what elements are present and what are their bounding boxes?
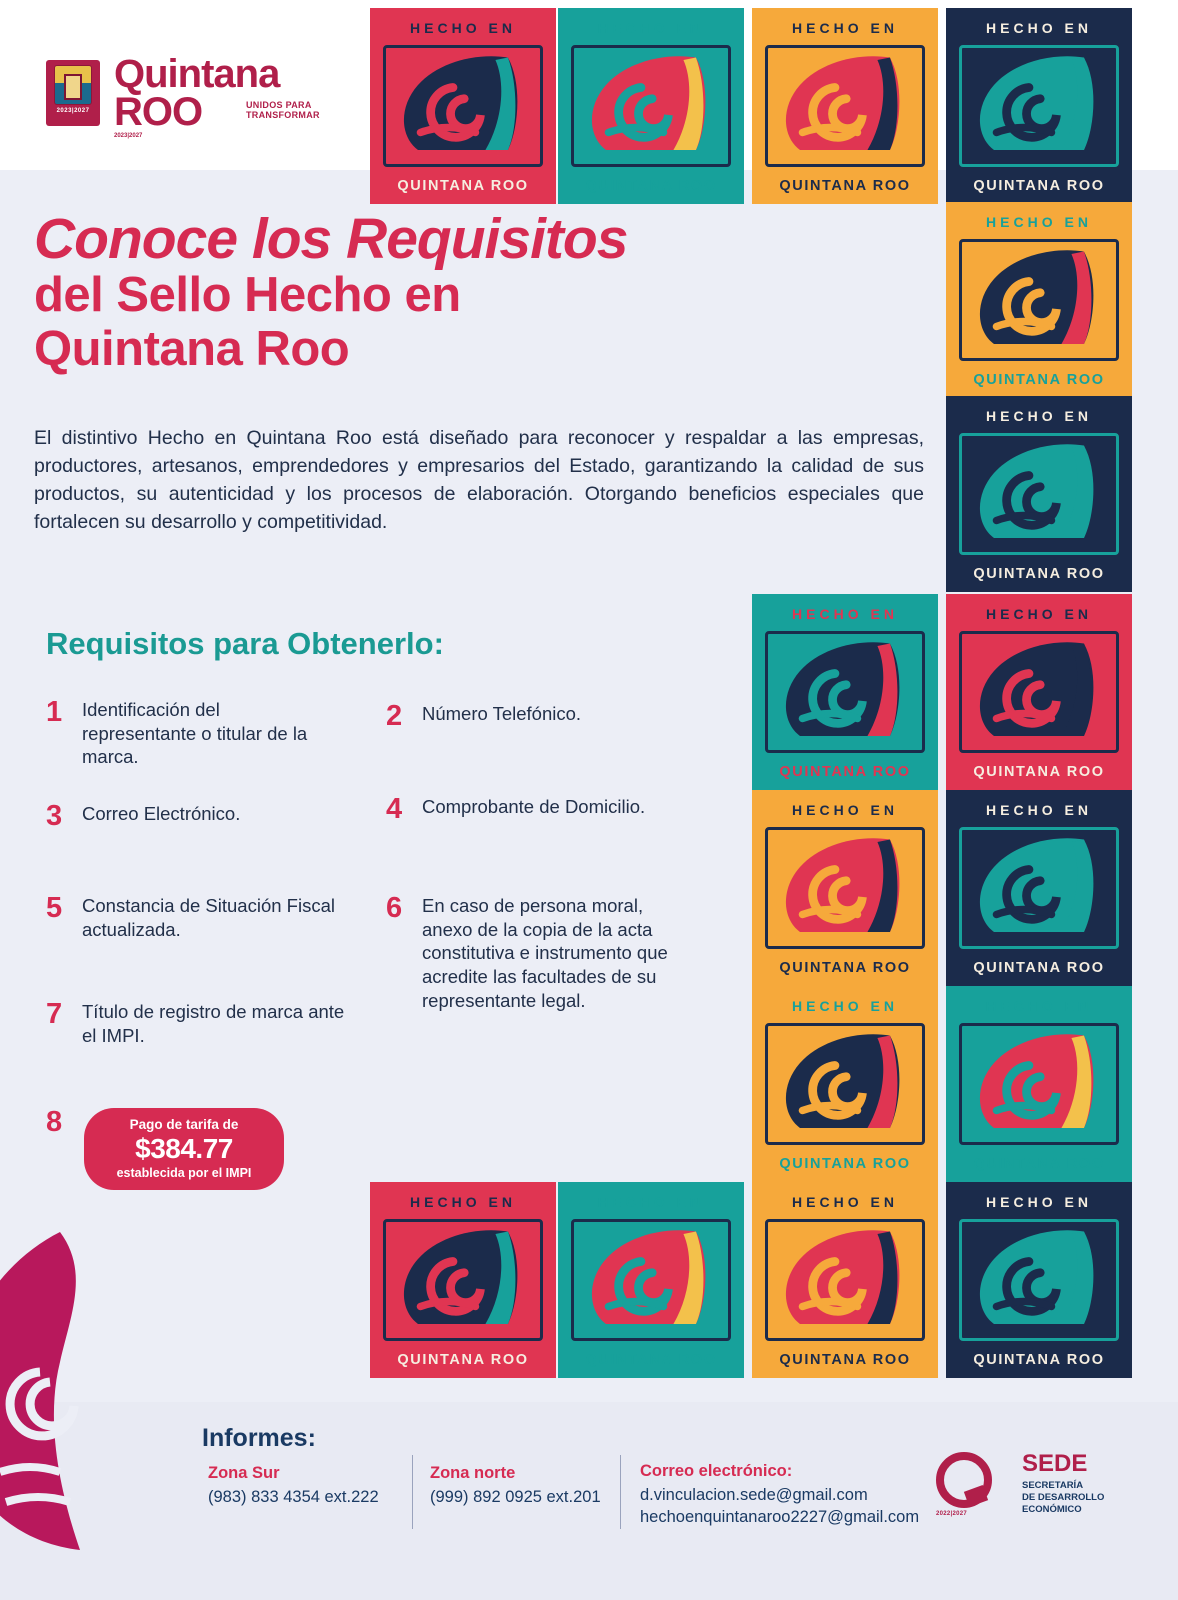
zona-norte-heading: Zona norte [430,1464,516,1482]
seal-tile-header: HECHO EN [410,1193,516,1210]
seal-tile-footer: QUINTANA ROO [779,960,911,977]
wordmark-period: 2023|2027 [114,133,143,139]
footer-divider-1 [412,1455,413,1529]
seal-tile-header: HECHO EN [792,19,898,36]
seal-tile-footer: QUINTANA ROO [779,764,911,781]
snail-emblem-icon [770,1028,920,1135]
requirement-number: 2 [386,700,403,732]
seal-tile [752,8,938,204]
zona-sur-phone[interactable]: (983) 833 4354 ext.222 [208,1488,379,1506]
seal-tile-header: HECHO EN [792,605,898,622]
snail-emblem-icon [388,50,538,157]
sede-line-1: SECRETARÍA [1022,1480,1084,1491]
fee-label: Pago de tarifa de [129,1117,239,1132]
requirement-item [46,1000,346,1047]
shield-years: 2023|2027 [56,108,90,114]
sede-logo [936,1452,1006,1524]
wordmark-line1: Quintana [114,52,280,96]
email-address-1[interactable]: d.vinculacion.sede@gmail.com [640,1486,868,1504]
snail-emblem-icon [388,1224,538,1331]
contact-email [640,1462,950,1529]
seal-tile-footer: QUINTANA ROO [779,1352,911,1369]
wordmark-line2: ROO [114,90,203,134]
requirement-text: Correo Electrónico. [82,803,241,824]
seal-tile [558,8,744,204]
informes-label: Informes: [202,1424,316,1452]
requirement-text: Comprobante de Domicilio. [422,796,646,817]
headline-line-3: Quintana Roo [34,321,350,376]
seal-tile [946,202,1132,398]
seal-tile-footer: QUINTANA ROO [585,1352,717,1369]
requirement-text: Número Telefónico. [422,703,582,724]
snail-emblem-icon [576,50,726,157]
seal-tile [946,8,1132,204]
seal-tile [946,986,1132,1182]
email-address-2[interactable]: hechoenquintanaroo2227@gmail.com [640,1508,920,1527]
snail-emblem-icon [770,1224,920,1331]
snail-emblem-icon [770,832,920,939]
headline-line-1: Conoce los Requisitos [34,207,628,271]
seal-tile [752,594,938,790]
requirement-number: 1 [46,696,63,728]
requirement-item [386,795,676,824]
seal-tile-footer: QUINTANA ROO [973,372,1105,389]
requirement-text: Título de registro de marca ante el IMPI. [82,1001,345,1046]
requirement-item-fee [46,1108,346,1190]
snail-emblem-icon [964,636,1114,743]
requirement-text: Identificación del representante o titular de la marca. [82,699,308,768]
seal-tile [752,986,938,1182]
seal-tile [370,8,556,204]
seal-tile-header: HECHO EN [410,19,516,36]
snail-emblem-icon [964,244,1114,351]
seal-tile-header: HECHO EN [792,1193,898,1210]
seal-tile-header: HECHO EN [792,801,898,818]
seal-tile-footer: QUINTANA ROO [973,566,1105,583]
fee-badge [84,1108,284,1190]
seal-tile-header: HECHO EN [792,997,898,1014]
seal-tile-footer: QUINTANA ROO [585,178,717,195]
requirement-number: 5 [46,892,63,924]
seal-tile-header: HECHO EN [598,19,704,36]
fee-authority: establecida por el IMPI [116,1166,252,1180]
seal-tile-header: HECHO EN [986,213,1092,230]
seal-tile-footer: QUINTANA ROO [397,1352,529,1369]
snail-emblem-icon [964,1224,1114,1331]
seal-tile-header: HECHO EN [598,1193,704,1210]
wordmark-tagline-2: TRANSFORMAR [246,110,320,121]
requirement-item [46,894,346,941]
sede-line-2: DE DESARROLLO [1022,1491,1105,1503]
requirement-item [46,802,346,831]
contact-zona-norte [430,1464,640,1508]
zona-sur-heading: Zona Sur [208,1464,280,1482]
headline-line-2: del Sello Hecho en [34,267,461,322]
email-heading: Correo electrónico: [640,1462,793,1480]
seal-tile-header: HECHO EN [986,605,1092,622]
seal-tile-header: HECHO EN [986,1193,1092,1210]
seal-tile [752,790,938,986]
sede-q-icon [936,1452,992,1508]
requirement-item [386,702,686,731]
wordmark-tagline-1: UNIDOS PARA [246,100,312,110]
seal-tile-header: HECHO EN [986,801,1092,818]
seal-tile-header: HECHO EN [986,19,1092,36]
seal-tile-footer: QUINTANA ROO [973,764,1105,781]
snail-emblem-icon [576,1224,726,1331]
seal-tile [752,1182,938,1378]
decorative-swirl-graphic [0,1222,190,1552]
snail-emblem-icon [964,50,1114,157]
sede-text-block [1022,1452,1104,1516]
seal-tile-footer: QUINTANA ROO [973,178,1105,195]
requirements-title: Requisitos para Obtenerlo: [46,626,444,661]
zona-norte-phone[interactable]: (999) 892 0925 ext.201 [430,1488,601,1506]
quintana-roo-wordmark [114,52,344,139]
sede-line-3: ECONÓMICO [1022,1503,1082,1515]
requirement-text: Constancia de Situación Fiscal actualizada. [82,895,335,940]
fee-amount: $384.77 [135,1133,233,1164]
seal-tile-footer: QUINTANA ROO [779,1156,911,1173]
sede-acronym: SEDE [1022,1450,1088,1477]
snail-emblem-icon [964,438,1114,545]
snail-emblem-icon [770,50,920,157]
requirement-number: 7 [46,998,63,1030]
sede-years: 2022|2027 [936,1511,968,1517]
seal-tile-footer: QUINTANA ROO [973,1156,1105,1173]
snail-emblem-icon [964,1028,1114,1135]
contact-zona-sur [208,1464,408,1508]
requirement-number: 4 [386,793,403,825]
requirement-item [46,698,336,769]
seal-tile [946,790,1132,986]
seal-tile [946,396,1132,592]
intro-paragraph: El distintivo Hecho en Quintana Roo está diseñado para reconocer y respaldar a las empresas, productores, artesanos, emprendedores y empresarios del Estado, garantizando la calidad de sus productos, su autenticidad y los procesos de elaboración. Otorgando beneficios especiales que fortalecen su desarrollo y competitividad. [34,427,924,534]
requirement-number: 6 [386,892,403,924]
requirement-item [386,894,686,1012]
requirement-number: 8 [46,1106,63,1138]
seal-tile-footer: QUINTANA ROO [973,1352,1105,1369]
seal-tile [946,1182,1132,1378]
seal-tile-header: HECHO EN [986,997,1092,1014]
government-shield-logo [46,60,100,126]
seal-tile-footer: QUINTANA ROO [779,178,911,195]
crest-icon [54,65,92,105]
requirement-number: 3 [46,800,63,832]
page-title [34,207,884,376]
seal-tile [558,1182,744,1378]
requirement-text: En caso de persona moral, anexo de la copia de la acta constitutiva e instrumento que acredite las facultades de su representante legal. [422,895,668,1011]
seal-tile [946,594,1132,790]
snail-emblem-icon [964,832,1114,939]
seal-tile [370,1182,556,1378]
seal-tile-footer: QUINTANA ROO [397,178,529,195]
seal-tile-footer: QUINTANA ROO [973,960,1105,977]
seal-tile-header: HECHO EN [986,407,1092,424]
snail-emblem-icon [770,636,920,743]
